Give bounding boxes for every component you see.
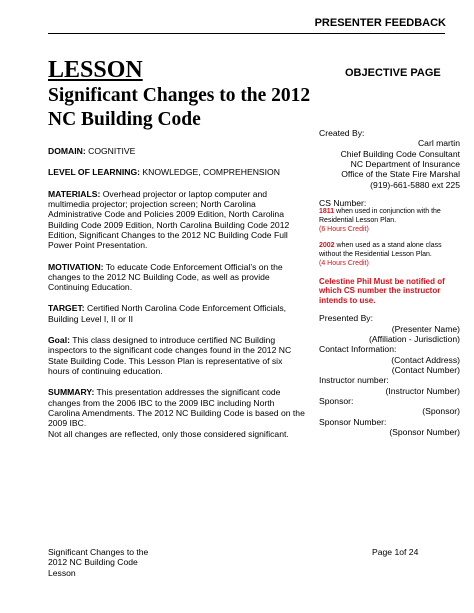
footer-line-1: Significant Changes to the [48,547,149,557]
target-value: Certified North Carolina Code Enforcement Officials, Building Level I, II or II [48,303,287,324]
sponsor-value: (Sponsor) [422,406,460,417]
created-by-label: Created By: [319,128,365,138]
cs-number-label: CS Number: [319,197,367,208]
materials-paragraph [48,189,306,251]
motivation-label: MOTIVATION: [48,261,104,272]
presenter-name: (Presenter Name) [391,323,460,334]
left-column [48,146,306,450]
level-line [48,167,306,177]
footer-title [48,547,148,578]
summary-label: SUMMARY: [48,387,95,398]
level-value: KNOWLEDGE, COMPREHENSION [140,167,280,178]
domain-value: COGNITIVE [85,146,136,156]
cs1-text: when used in conjunction with the Residential Lesson Plan. [319,208,441,224]
document-title: Significant Changes to the 2012 NC Building Code [48,85,311,131]
contact-info-label: Contact Information: [319,344,397,355]
cs2-hours: (4 Hours Credit) [319,259,369,267]
footer-line-3: Lesson [48,567,76,578]
header-label: PRESENTER FEEDBACK [314,17,446,29]
goal-label: Goal: [48,335,70,346]
cs2-number: 2002 [319,242,335,250]
presented-by-label: Presented By: [319,313,373,324]
header-rule [48,33,445,34]
right-column [319,128,460,437]
contact-address: (Contact Address) [391,354,460,365]
domain-line [48,146,306,156]
presenter-affiliation: (Affiliation - Jurisdiction) [368,334,460,345]
cs1-hours: (6 Hours Credit) [319,225,369,233]
cs-option-2 [319,242,460,268]
footer-line-2: 2012 NC Building Code [48,557,138,568]
level-label: LEVEL OF LEARNING: [48,167,140,178]
target-paragraph [48,303,306,324]
materials-value: Overhead projector or laptop computer and multimedia projector; projection screen; North Carolina Administrative Code and Policies 2009 Edition, North Carolina Building Code 2009 Edition, North Carolina Building Code 2012 Edition, Significant Changes to the 2012 NC Building Code Full Power Point Presentation. [48,188,290,251]
target-label: TARGET: [48,303,85,314]
objective-page-label: OBJECTIVE PAGE [345,67,441,79]
author-name: Carl martin [417,138,460,149]
sponsor-label: Sponsor: [319,395,354,406]
author-department: NC Department of Insurance [350,158,460,169]
instructor-number-value: (Instructor Number) [385,385,460,396]
author-phone: (919)-661-5880 ext 225 [370,179,460,190]
sponsor-number-label: Sponsor Number: [319,416,387,427]
summary-paragraph [48,387,306,428]
cs-option-1 [319,208,460,234]
motivation-paragraph [48,262,306,293]
author-office: Office of the State Fire Marshal [341,169,460,180]
cs-notice: Celestine Phil Must be notified of which CS number the instructor intends to use. [319,276,445,305]
summary-extra: Not all changes are reflected, only those considered significant. [48,428,289,439]
lesson-title: LESSON [48,57,143,83]
cs1-number: 1811 [319,208,335,216]
author-title: Chief Building Code Consultant [340,148,460,159]
sponsor-number-value: (Sponsor Number) [389,426,460,437]
contact-number: (Contact Number) [391,365,460,376]
summary-value: This presentation addresses the significant code changes from the 2006 IBC to the 2009 IBC including North Carolina Amendments. The 2012 NC Building Code is based on the 2009 IBC. [48,387,305,429]
motivation-value: To educate Code Enforcement Official’s on the changes to the 2012 NC Building Code, as well as provide Continuing Education. [48,261,283,293]
instructor-number-label: Instructor number: [319,375,389,386]
page-number: Page 1of 24 [372,547,419,557]
goal-paragraph [48,335,306,376]
cs2-text: when used as a stand alone class without the Residential Lesson Plan. [319,242,442,259]
domain-label: DOMAIN: [48,146,86,156]
goal-value: This class designed to introduce certified NC Building inspectors to the significant code changes found in the 2012 NC State Building Code. This Lesson Plan is representative of six hours of continuing education. [48,335,292,376]
materials-label: MATERIALS: [48,188,101,199]
